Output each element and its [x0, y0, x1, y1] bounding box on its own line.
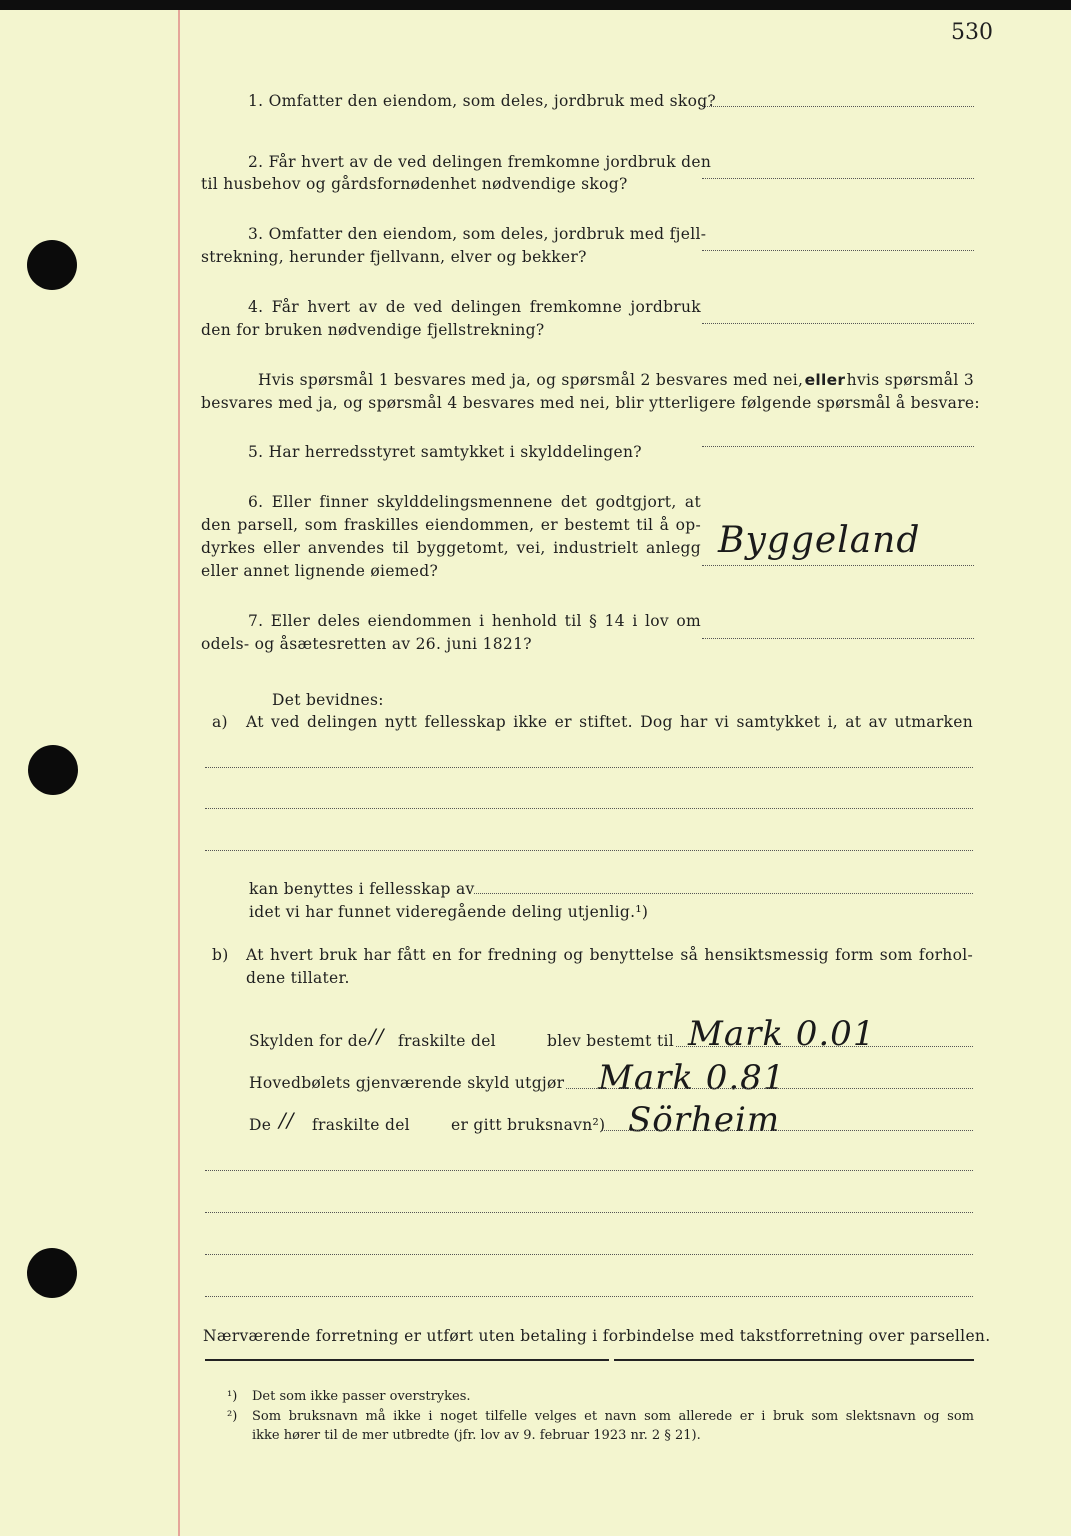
question-7-line-1: 7. Eller deles eiendommen i henhold til § 14 i lov om: [248, 612, 701, 630]
finding-b-line-2: dene tillater.: [246, 969, 350, 987]
de-mark: //: [279, 1108, 295, 1132]
de-label: De: [249, 1116, 272, 1134]
closing-statement: Nærværende forretning er utført uten betaling i forbindelse med takstforretning over parsellen.: [203, 1327, 991, 1345]
blank-line: [205, 808, 973, 809]
finding-a-label: a): [212, 713, 228, 731]
hovedbol-line: [566, 1088, 973, 1089]
margin-line: [178, 10, 180, 1536]
footnote-rule-left: [205, 1359, 609, 1361]
answer-line-4: [702, 323, 974, 324]
skylden-fraskilte: fraskilte del: [398, 1032, 496, 1050]
handwritten-answer-6: Byggeland: [718, 520, 921, 561]
question-1: 1. Omfatter den eiendom, som deles, jordbruk med skog?: [248, 92, 717, 110]
question-6-line-2: den parsell, som fraskilles eiendommen, er bestemt til å op-: [201, 516, 701, 534]
finding-b-label: b): [212, 946, 229, 964]
kan-benyttes-text: kan benyttes i fellesskap av: [249, 880, 475, 898]
question-6-line-1: 6. Eller finner skylddelingsmennene det godtgjort, at: [248, 493, 701, 511]
footnote-rule-right: [614, 1359, 974, 1361]
de-fraskilte: fraskilte del: [312, 1116, 410, 1134]
de-bruksnavn-label: er gitt bruksnavn²): [451, 1116, 606, 1134]
bruksnavn-line: [602, 1130, 973, 1131]
skylden-label: Skylden for de: [249, 1032, 368, 1050]
question-4-line-2: den for bruken nødvendige fjellstrekning?: [201, 321, 545, 339]
findings-heading: Det bevidnes:: [272, 691, 384, 709]
footnote-1-mark: ¹): [227, 1389, 238, 1404]
question-4-line-1: 4. Får hvert av de ved delingen fremkomne jordbruk: [248, 298, 701, 316]
page-number: 530: [951, 20, 993, 45]
punch-hole: [27, 1248, 77, 1298]
footnote-2-line-2: ikke hører til de mer utbredte (jfr. lov av 9. februar 1923 nr. 2 § 21).: [252, 1428, 701, 1443]
hovedbol-label: Hovedbølets gjenværende skyld utgjør: [249, 1074, 565, 1092]
finding-b-line-1: At hvert bruk har fått en for fredning og benyttelse så hensiktsmessig form som forhol-: [246, 946, 973, 964]
answer-line-6: [702, 565, 974, 566]
answer-line-3: [702, 250, 974, 251]
blank-line: [205, 1212, 973, 1213]
question-2-line-1: 2. Får hvert av de ved delingen fremkomne jordbruk den: [248, 153, 712, 171]
skylden-value: Mark 0.01: [688, 1014, 876, 1054]
blank-line: [205, 1296, 973, 1297]
question-3-line-2: strekning, herunder fjellvann, elver og bekker?: [201, 248, 587, 266]
document-page: [0, 10, 1071, 1536]
bruksnavn-value: Sörheim: [628, 1100, 781, 1140]
question-7-line-2: odels- og åsætesretten av 26. juni 1821?: [201, 635, 532, 653]
hovedbol-value: Mark 0.81: [598, 1058, 786, 1098]
question-5: 5. Har herredsstyret samtykket i skylddelingen?: [248, 443, 642, 461]
skylden-bestemt: blev bestemt til: [547, 1032, 674, 1050]
idet-text: idet vi har funnet videregående deling utjenlig.¹): [249, 903, 649, 921]
answer-line-1: [702, 106, 974, 107]
answer-line-5: [702, 446, 974, 447]
blank-line: [205, 1170, 973, 1171]
question-3-line-1: 3. Omfatter den eiendom, som deles, jordbruk med fjell-: [248, 225, 707, 243]
punch-hole: [28, 745, 78, 795]
condition-line-1: [258, 370, 974, 390]
question-6-line-3: dyrkes eller anvendes til byggetomt, vei, industrielt anlegg: [201, 539, 701, 557]
answer-line-2: [702, 178, 974, 179]
condition-line-2: besvares med ja, og spørsmål 4 besvares med nei, blir ytterligere følgende spørsmål å besvare:: [201, 394, 980, 412]
finding-a-text: At ved delingen nytt fellesskap ikke er stiftet. Dog har vi samtykket i, at av utmarken: [246, 713, 973, 731]
skylden-mark: //: [369, 1024, 385, 1048]
condition-bold-eller: eller: [804, 371, 846, 389]
punch-hole: [27, 240, 77, 290]
condition-text-a: Hvis spørsmål 1 besvares med ja, og spørsmål 2 besvares med nei,: [258, 371, 804, 389]
question-2-line-2: til husbehov og gårdsfornødenhet nødvendige skog?: [201, 175, 628, 193]
footnote-1: Det som ikke passer overstrykes.: [252, 1389, 471, 1404]
blank-line: [205, 850, 973, 851]
question-6-line-4: eller annet lignende øiemed?: [201, 562, 439, 580]
scan-top-edge: [0, 0, 1071, 10]
blank-line: [205, 1254, 973, 1255]
footnote-2-mark: ²): [227, 1409, 238, 1424]
blank-line: [205, 767, 973, 768]
condition-text-b: hvis spørsmål 3: [846, 371, 974, 389]
skylden-line: [676, 1046, 973, 1047]
footnote-2-line-1: Som bruksnavn må ikke i noget tilfelle velges et navn som allerede er i bruk som slektsnavn og som: [252, 1409, 974, 1424]
fellesskap-line: [474, 893, 973, 894]
answer-line-7: [702, 638, 974, 639]
